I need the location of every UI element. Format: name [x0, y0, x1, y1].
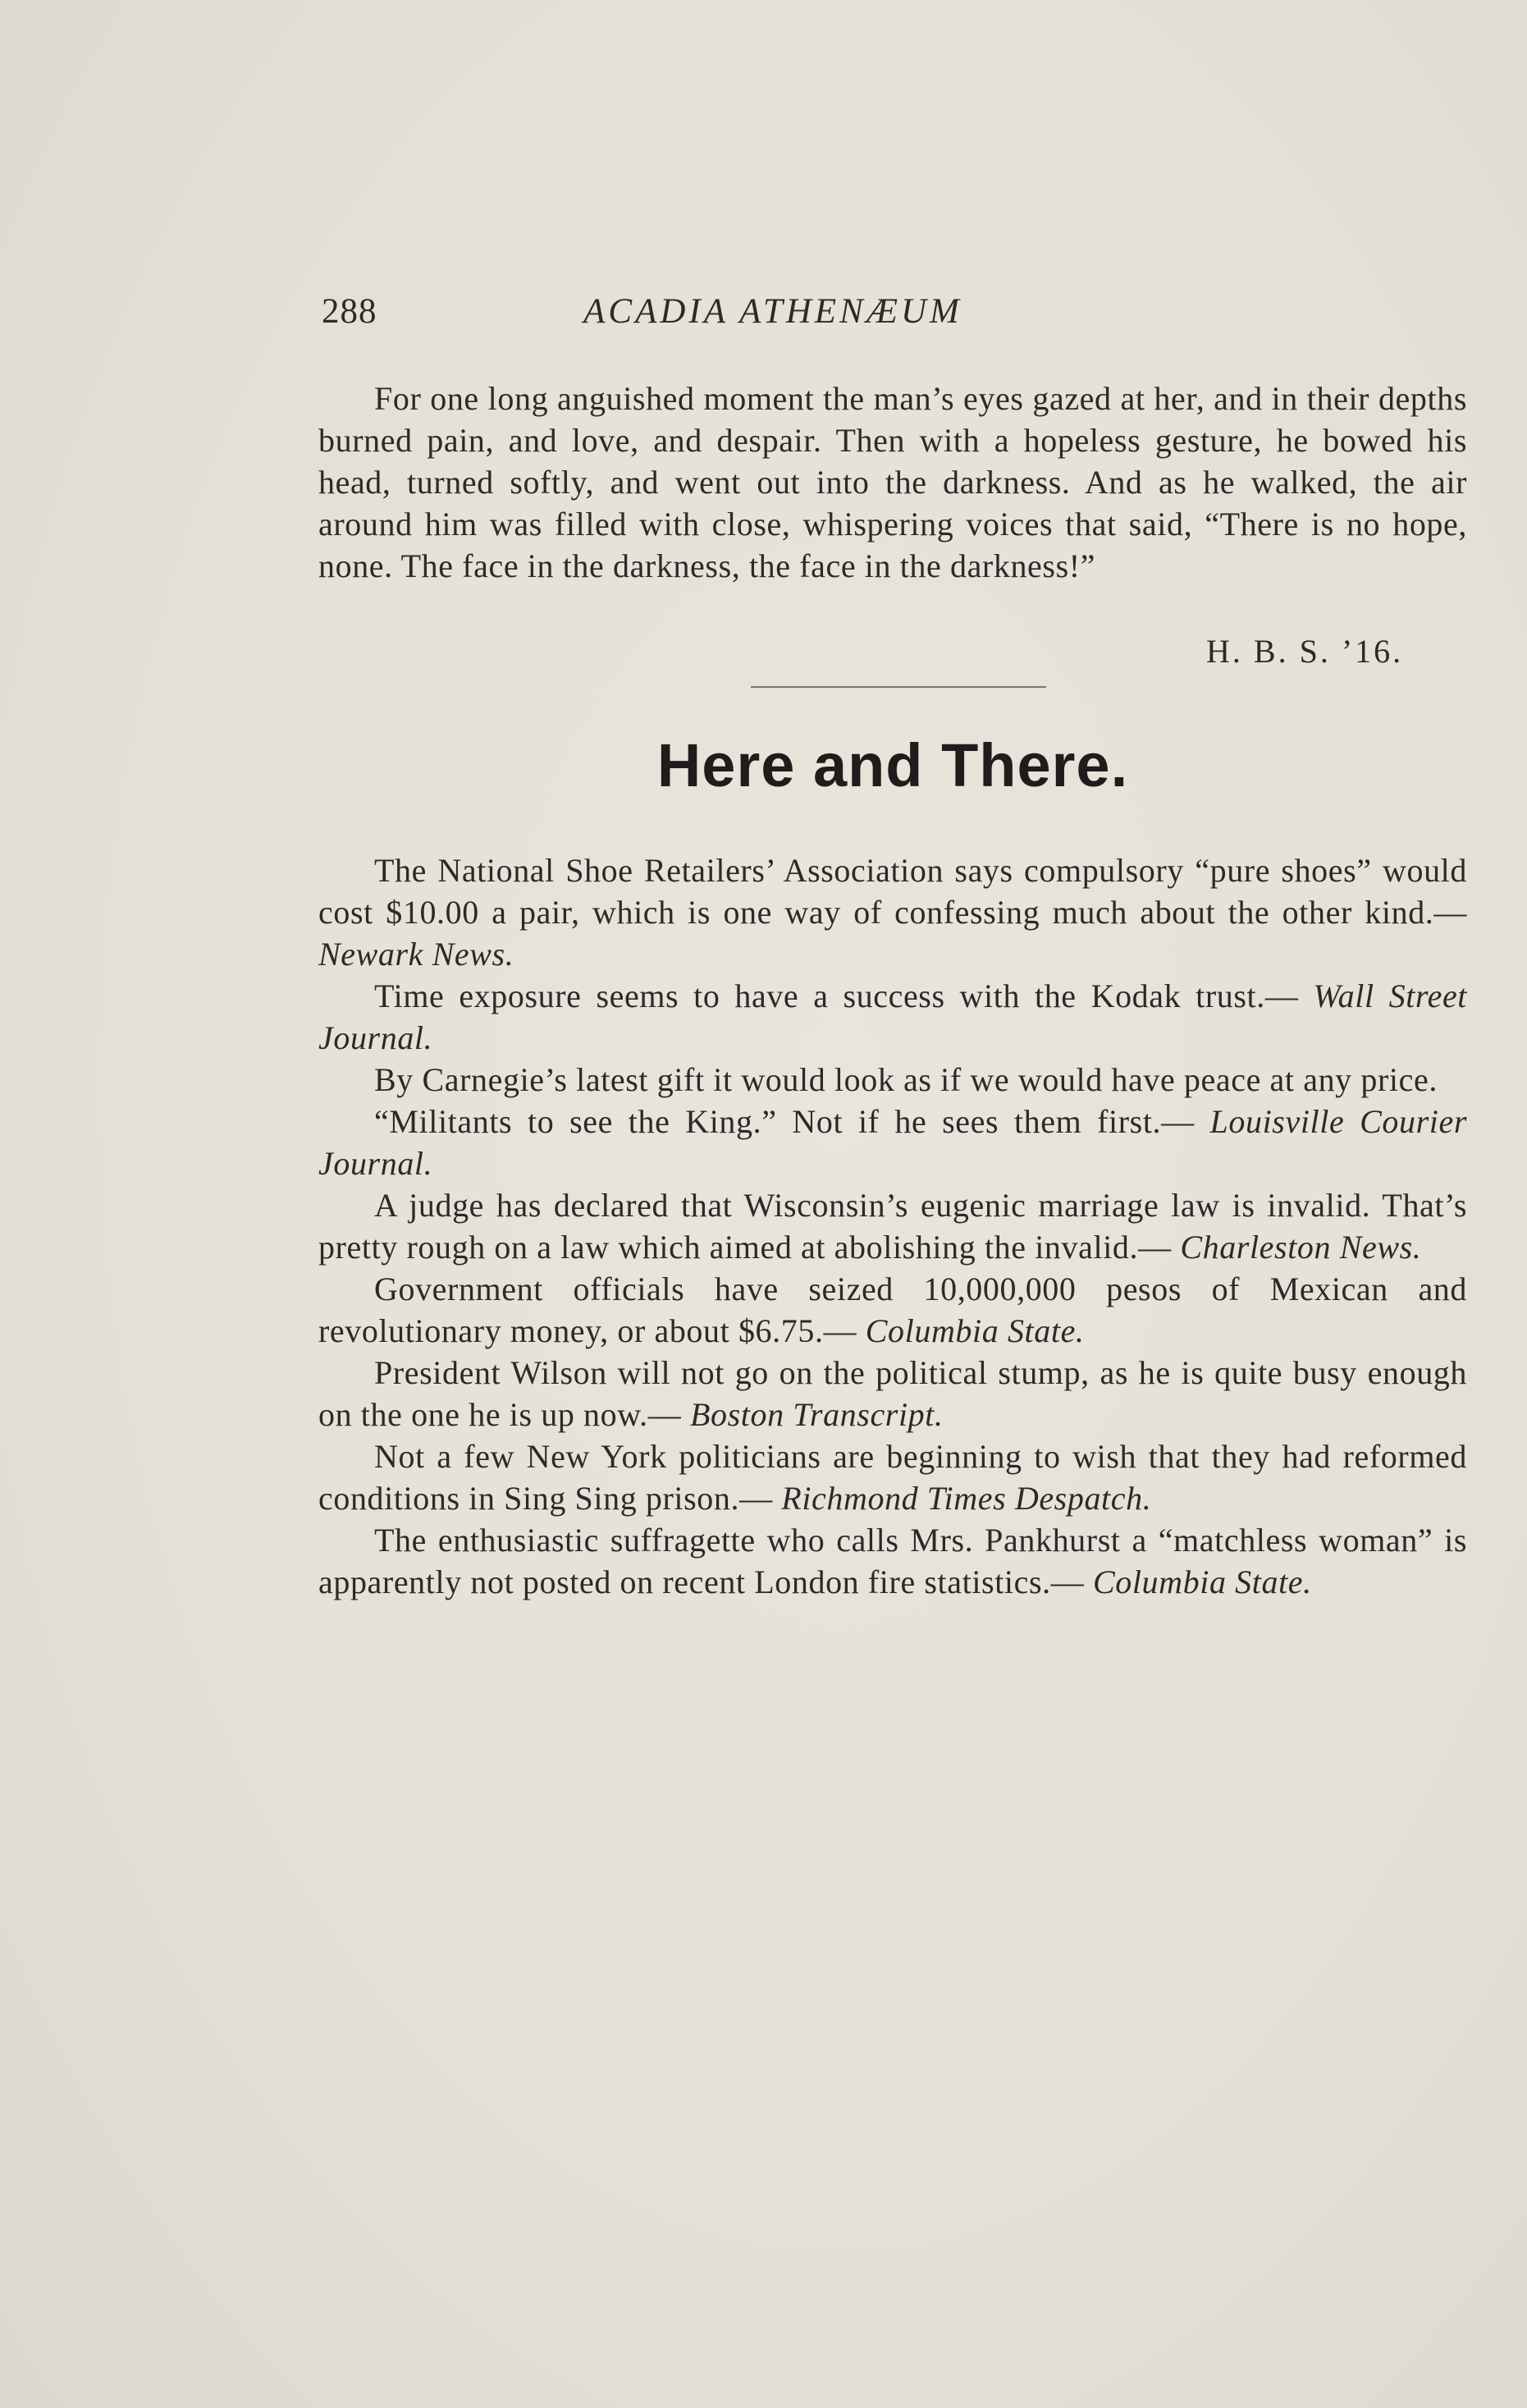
item-text: Government officials have seized 10,000,000 pesos of Mexican and revolutionary money, or about $6.75.—	[318, 1270, 1467, 1349]
item-source: Charleston News.	[1180, 1229, 1422, 1266]
running-head	[322, 291, 1470, 341]
list-item	[318, 1352, 1467, 1435]
list-item	[318, 1184, 1467, 1268]
items-list	[318, 849, 1467, 1603]
list-item	[318, 1101, 1467, 1184]
list-item	[318, 849, 1467, 975]
item-source: Columbia State.	[1092, 1563, 1312, 1600]
item-text: By Carnegie’s latest gift it would look as if we would have peace at any price.	[374, 1061, 1438, 1098]
item-source: Columbia State.	[865, 1312, 1085, 1349]
item-text: The enthusiastic suffragette who calls Mrs. Pankhurst a “matchless woman” is apparently not posted on recent London fire statistics.—	[318, 1522, 1467, 1600]
section-title: Here and There.	[656, 731, 1129, 799]
item-source: Boston Transcript.	[689, 1396, 944, 1433]
item-source: Wall Street Journal.	[318, 977, 1468, 1056]
list-item	[318, 1059, 1467, 1101]
story-continuation	[318, 378, 1467, 587]
item-text: The National Shoe Retailers’ Association says compulsory “pure shoes” would cost $10.00 a pair, which is one way of confessing much about the other kind.—	[318, 852, 1467, 931]
item-source: Newark News.	[318, 936, 514, 973]
list-item	[318, 1435, 1467, 1519]
item-text: “Militants to see the King.” Not if he sees them first.—	[374, 1103, 1210, 1140]
journal-title: ACADIA ATHENÆUM	[583, 292, 962, 331]
story-paragraph: For one long anguished moment the man’s eyes gazed at her, and in their depths burned pain, and love, and despair. Then with a hopeless gesture, he bowed his head, turned softly, and went out into the darkness. And as he walked, the air around him was filled with close, whispering voices that said, “There is no hope, none. The face in the darkness, the face in the darkness!”	[318, 380, 1467, 584]
item-text: Not a few New York politicians are beginning to wish that they had reformed conditions in Sing Sing prison.—	[318, 1438, 1467, 1517]
item-source: Louisville Courier Journal.	[318, 1103, 1467, 1182]
list-item	[318, 1268, 1467, 1352]
item-text: Time exposure seems to have a success with the Kodak trust.—	[374, 977, 1314, 1014]
item-text: President Wilson will not go on the political stump, as he is quite busy enough on the one he is up now.—	[318, 1354, 1467, 1433]
section-divider	[751, 686, 1046, 688]
list-item	[318, 1519, 1467, 1603]
item-source: Richmond Times Despatch.	[781, 1480, 1152, 1517]
item-text: A judge has declared that Wisconsin’s eugenic marriage law is invalid. That’s pretty rough on a law which aimed at abolishing the invalid.—	[318, 1187, 1467, 1266]
page-number: 288	[322, 292, 377, 331]
author-signature: H. B. S. ’16.	[1206, 633, 1404, 670]
list-item	[318, 975, 1467, 1059]
